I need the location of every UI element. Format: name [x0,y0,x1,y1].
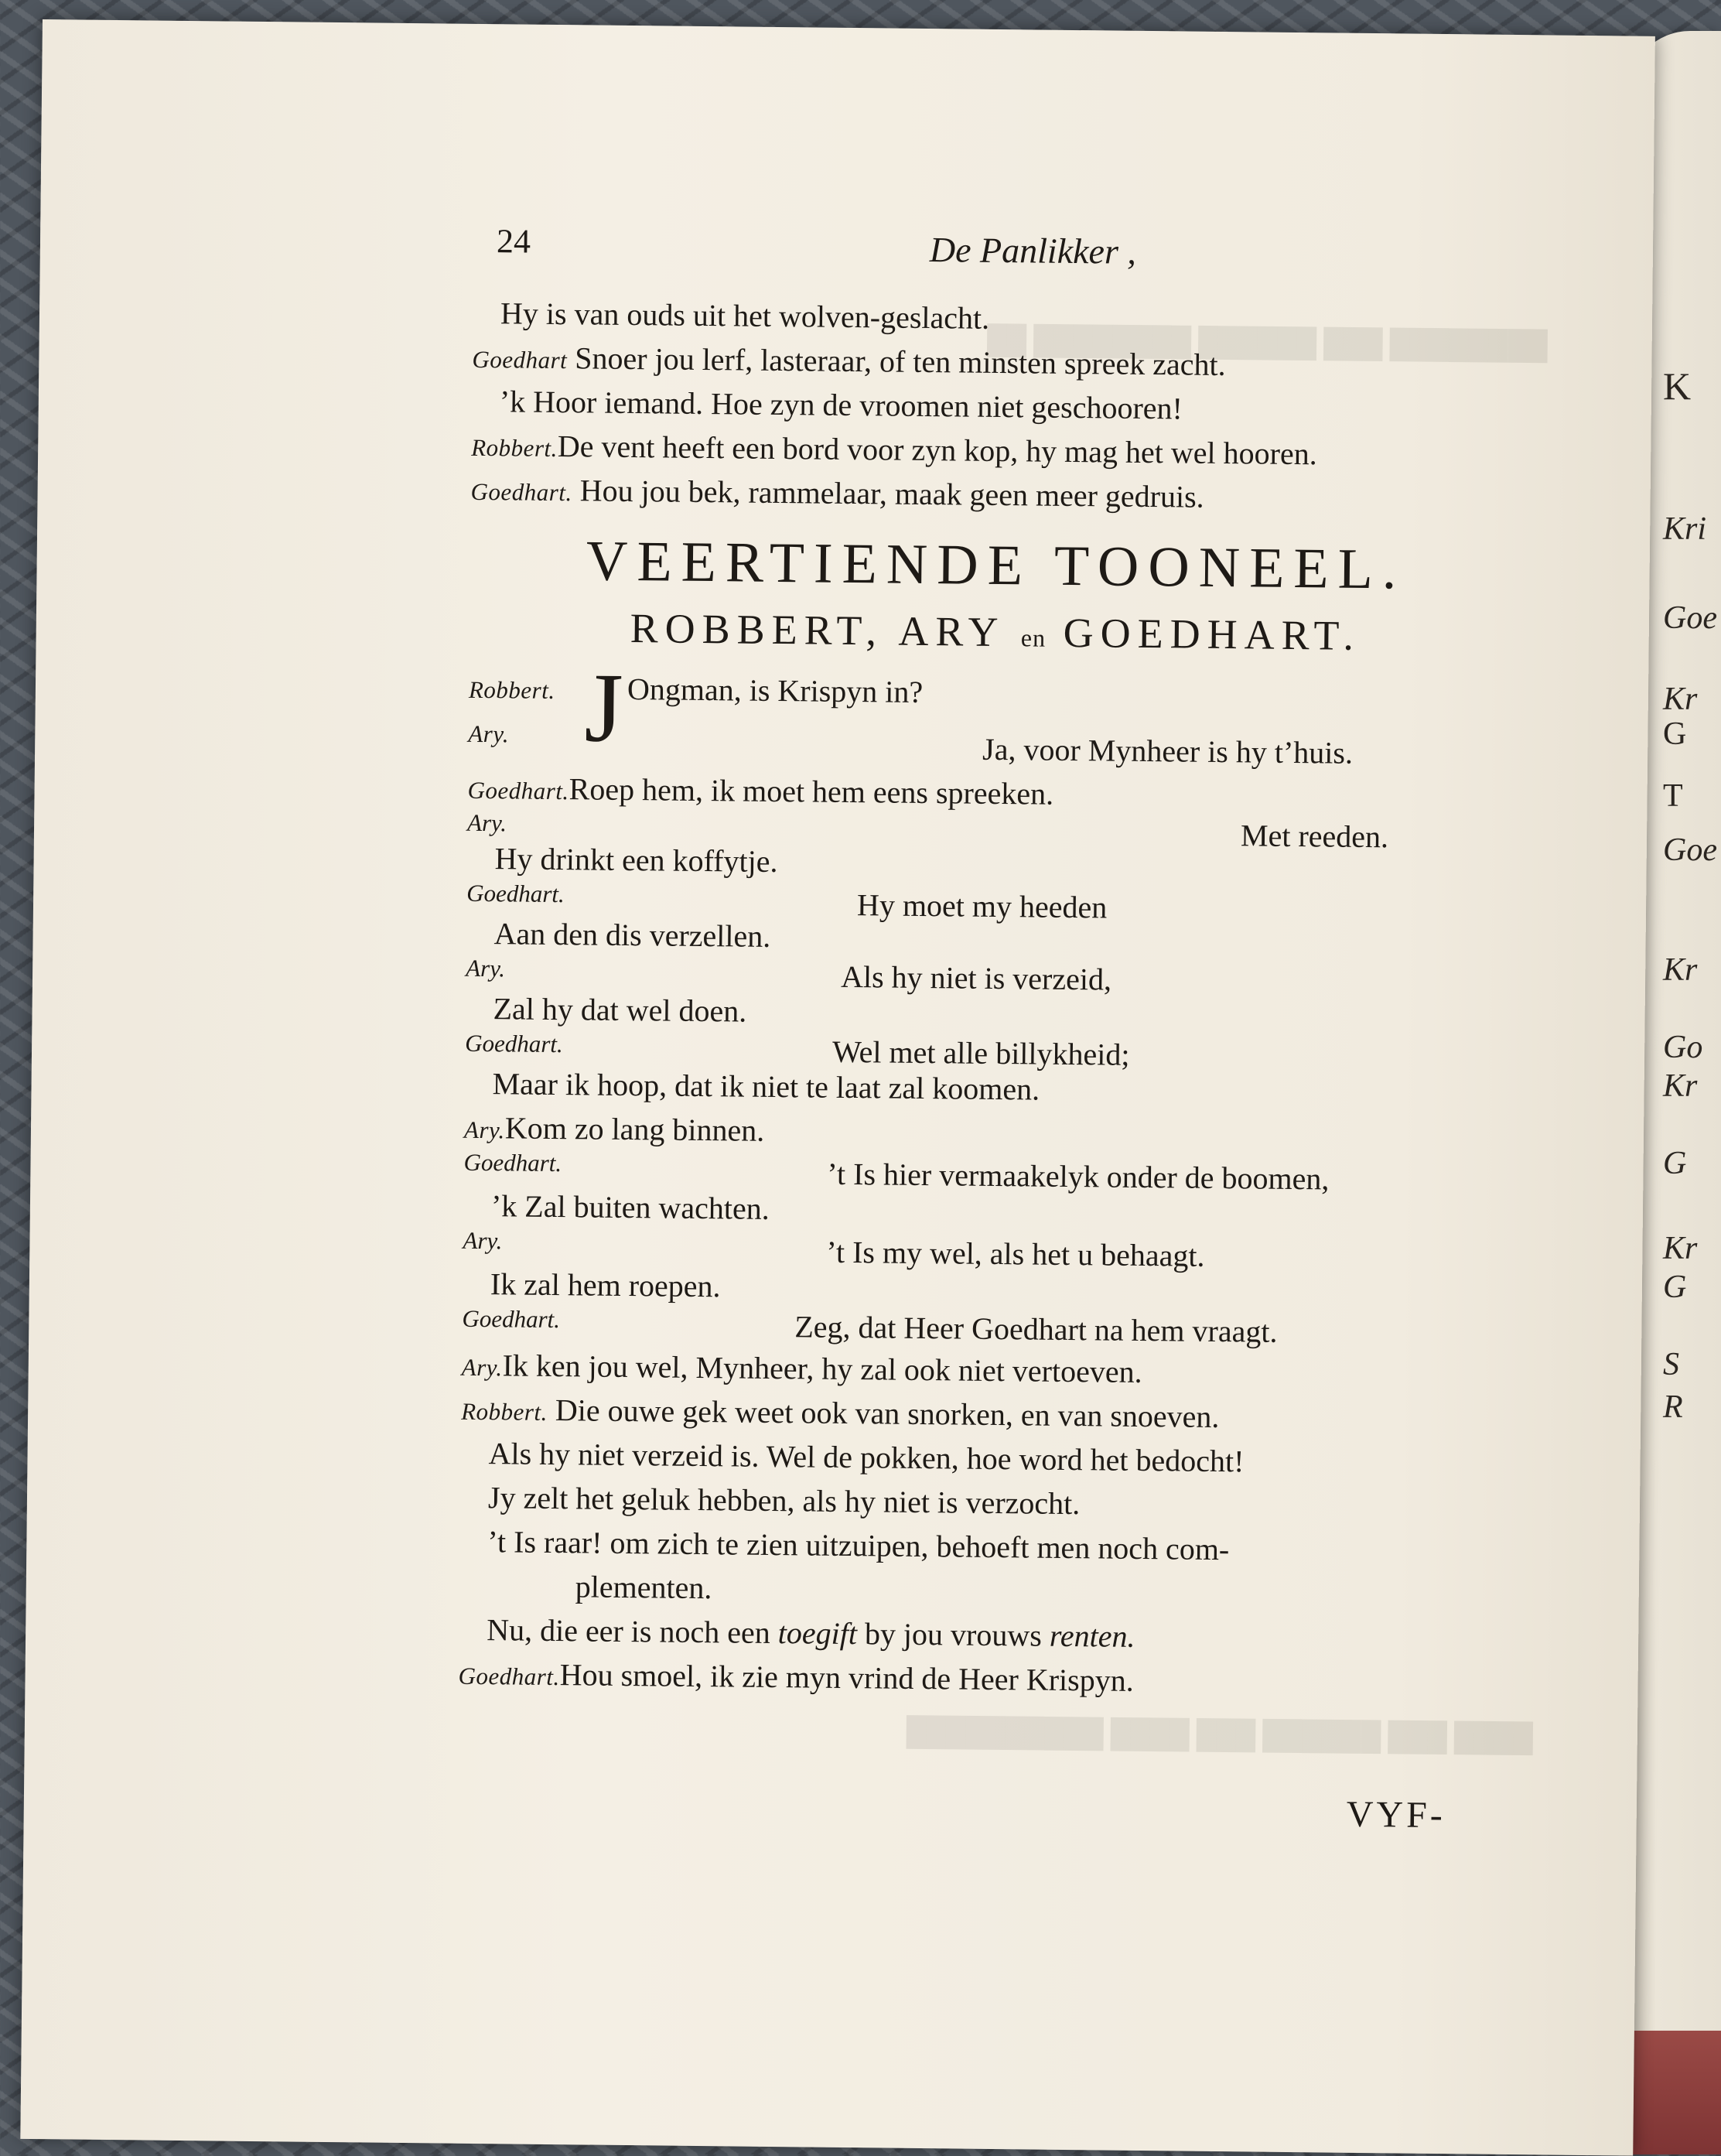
dialogue-line: Ik zal hem roepen. [490,1266,721,1304]
speaker-label: Goedhart. [458,1662,560,1691]
dialogue-line: Ary. Ja, voor Mynheer is hy t’huis. [468,719,1354,770]
drop-cap: J [583,652,624,763]
dialogue-line: Goedhart.Roep hem, ik moet hem eens spreeken. [467,771,1054,811]
speaker-label: Goedhart. [464,1029,563,1058]
dialogue-line: Goedhart. Zeg, dat Heer Goedhart na hem vraagt. [462,1304,1278,1349]
facing-fragment: G [1663,1269,1687,1305]
speaker-label: Goedhart. [466,879,565,908]
dialogue-line: Als hy niet verzeid is. Wel de pokken, hoe word het bedocht! [488,1436,1245,1479]
dialogue-line: Robbert. Die ouwe gek weet ook van snorken, en van snoeven. [461,1392,1220,1435]
facing-fragment: Go [1663,1030,1703,1065]
speaker-label: Goedhart. [462,1304,561,1334]
dialogue-line: Goedhart. Hy moet my heeden [466,879,1108,925]
speaker-label: Goedhart. [463,1148,562,1177]
facing-fragment: T [1663,778,1683,814]
facing-fragment: R [1663,1389,1683,1425]
dialogue-line: Zal hy dat wel doen. [493,991,747,1029]
page-content [458,221,1525,1837]
speaker-label: Ary. [466,954,506,982]
dialogue-line: Ary. ’t Is my wel, als het u behaagt. [463,1226,1205,1273]
catchword: VYF- [1346,1793,1446,1837]
dialogue-line: Ary. Met reeden. [466,808,1389,855]
speaker-label: Ary. [468,719,510,748]
running-title: De Panlikker , [929,230,1137,272]
show-through: ████ ███ ██████ ███ ████ ██████████ [906,1715,1534,1754]
facing-fragment: G [1663,1146,1687,1181]
facing-fragment: Kr [1663,1068,1698,1104]
verse-line: Goedhart Snoer jou lerf, lasteraar, of ten minsten spreek zacht. [472,340,1226,383]
facing-fragment: Goe [1663,600,1717,636]
dialogue-line: Ary.Kom zo lang binnen. [463,1110,765,1148]
facing-fragment: Goe [1663,832,1717,868]
speaker-label: Goedhart. [467,776,569,805]
page-number: 24 [496,222,531,261]
dialogue-line: plementen. [575,1569,712,1606]
dialogue-line: Robbert. J Ongman, is Krispyn in? [468,652,924,763]
speaker-label: Robbert. [468,675,555,704]
speaker-label: Goedhart [472,345,568,374]
speaker-label: Ary. [463,1226,503,1255]
dialogue-line: Jy zelt het geluk hebben, als hy niet is verzocht. [487,1480,1081,1522]
speaker-label: Ary. [461,1353,503,1382]
speaker-label: Ary. [466,808,507,837]
dialogue-line: Goedhart. ’t Is hier vermaakelyk onder de boomen, [463,1148,1330,1197]
verse-line: Hy is van ouds uit het wolven-geslacht. [500,296,990,336]
book-page [20,19,1655,2156]
speaker-label: Ary. [463,1116,505,1144]
scene-cast: ROBBERT, ARY en GOEDHART. [630,604,1361,659]
dialogue-line: Hy drinkt een koffytje. [494,841,778,880]
facing-fragment: Kri [1663,511,1707,547]
dialogue-line: Goedhart. Wel met alle billykheid; [464,1029,1130,1072]
dialogue-line: Aan den dis verzellen. [493,916,771,954]
dialogue-line: ’t Is raar! om zich te zien uitzuipen, behoeft men noch com- [487,1524,1230,1567]
dialogue-line: Maar ik hoop, dat ik niet te laat zal koomen. [492,1066,1040,1107]
speaker-label: Goedhart. [470,477,572,507]
speaker-label: Robbert. [461,1397,548,1426]
show-through: ████████ ███ ██████ ████████ ██ [986,323,1548,361]
running-head [473,221,1525,302]
speaker-label: Robbert. [471,433,558,463]
red-cover-edge [1628,2031,1721,2154]
verse-line: Robbert.De vent heeft een bord voor zyn kop, hy mag het wel hooren. [471,429,1317,472]
facing-fragment: Kr [1663,1231,1698,1266]
dialogue-line: ’k Zal buiten wachten. [490,1188,770,1226]
verse-line: Goedhart. Hou jou bek, rammelaar, maak geen meer gedruis. [470,473,1204,514]
facing-fragment: S [1663,1347,1679,1382]
facing-fragment: G [1663,716,1687,752]
facing-fragment: K [1663,364,1692,408]
facing-fragment: Kr [1663,952,1698,988]
dialogue-line: Nu, die eer is noch een toegift by jou vrouws renten. [486,1612,1135,1654]
dialogue-line: Goedhart.Hou smoel, ik zie myn vrind de Heer Krispyn. [458,1657,1134,1698]
facing-fragment: Kr [1663,682,1698,717]
dialogue-line: Ary.Ik ken jou wel, Mynheer, hy zal ook niet vertoeven. [461,1348,1142,1389]
scene-title: VEERTIENDE TOONEEL. [586,529,1406,602]
verse-line: ’k Hoor iemand. Hoe zyn de vroomen niet geschooren! [499,384,1183,426]
dialogue-line: Ary. Als hy niet is verzeid, [466,954,1112,997]
